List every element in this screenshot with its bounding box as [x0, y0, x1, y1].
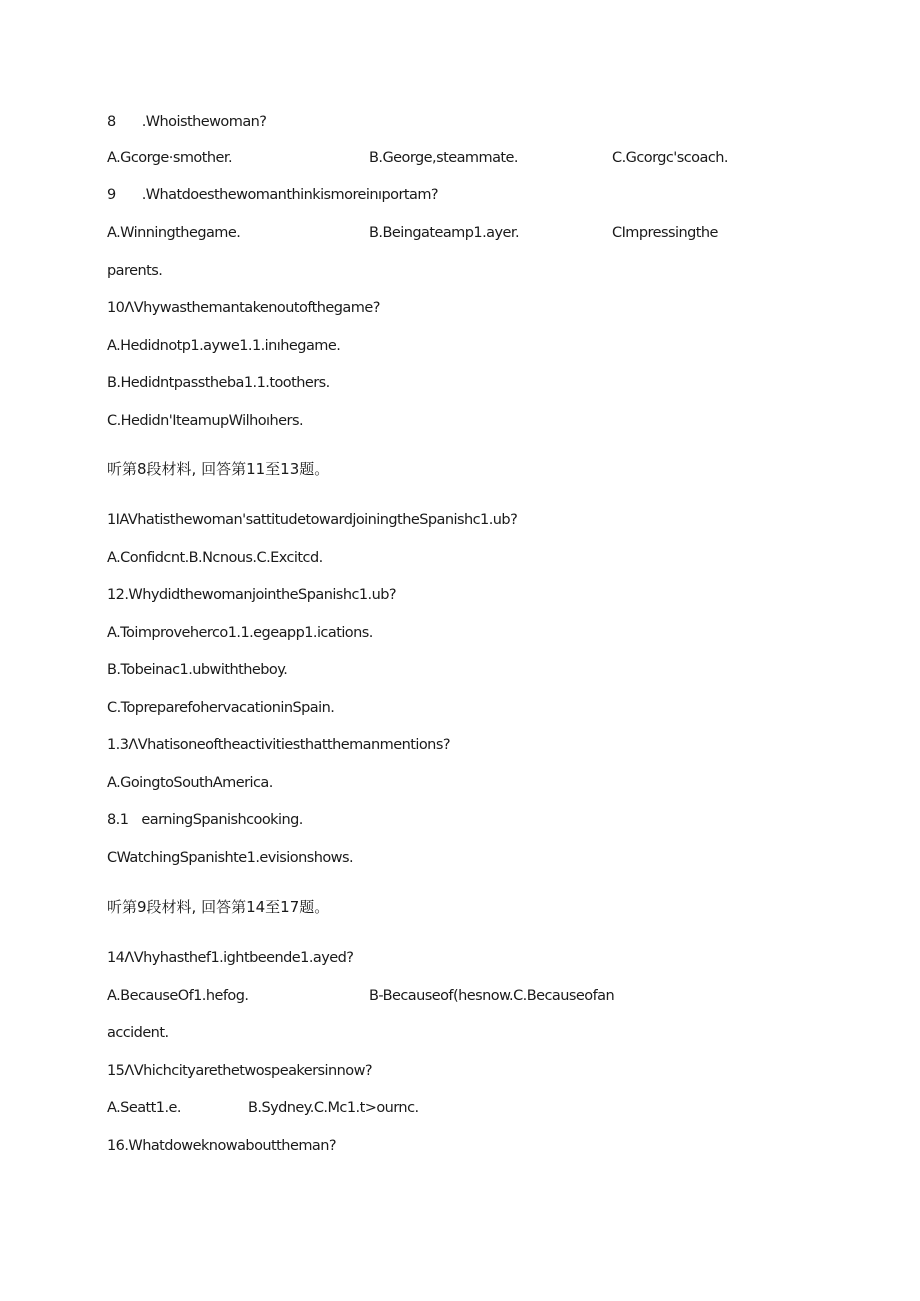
option-b: B.Beingateamp1.ayer.	[369, 225, 520, 241]
question-number: 8	[107, 114, 116, 130]
question-13: 1.3ΛVhatisoneoftheactivitiesthatthemanmentions?	[107, 737, 450, 753]
question-15: 15ΛVhichcityarethetwospeakersinnow?	[107, 1063, 373, 1079]
option-a: A.Winningthegame.	[107, 225, 241, 241]
option-a: A.Hedidnotp1.aywe1.1.inıhegame.	[107, 338, 341, 354]
option-b	[107, 813, 303, 828]
option-c: CImpressingthe	[612, 225, 718, 241]
question-14: 14ΛVhyhasthef1.ightbeende1.ayed?	[107, 950, 354, 966]
question-16: 16.Whatdoweknowabouttheman?	[107, 1138, 337, 1154]
question-12: 12.WhydidthewomanjointheSpanishc1.ub?	[107, 587, 397, 603]
question-8	[107, 115, 266, 130]
question-9	[107, 188, 438, 203]
question-number: 9	[107, 187, 116, 203]
question-10: 10ΛVhywasthemantakenoutofthegame?	[107, 300, 380, 316]
option-a: A.Seatt1.e.	[107, 1100, 181, 1116]
option-bc: B.Sydney.C.Mc1.t>ournc.	[248, 1100, 419, 1116]
option-a: A.Gcorge·smother.	[107, 150, 233, 166]
option-bc: B-Becauseof(hesnow.C.Becauseofan	[369, 988, 615, 1004]
option-c: CWatchingSpanishte1.evisionshows.	[107, 850, 354, 866]
section-heading-8: 听第8段材料, 回答第11至13题。	[107, 460, 330, 478]
option-c: C.Hedidn'IteamupWilhoıhers.	[107, 413, 304, 429]
options-row: A.Confidcnt.B.Ncnous.C.Excitcd.	[107, 550, 323, 566]
option-c: C.TopreparefohervacationinSpain.	[107, 700, 335, 716]
option-text: earningSpanishcooking.	[141, 812, 303, 828]
option-c-continued: accident.	[107, 1025, 169, 1041]
option-b: B.George,steammate.	[369, 150, 518, 166]
option-b: B.Hedidntpasstheba1.1.toothers.	[107, 375, 330, 391]
option-b: B.Tobeinac1.ubwiththeboy.	[107, 662, 288, 678]
option-number: 8.1	[107, 812, 129, 828]
section-heading-9: 听第9段材料, 回答第14至17题。	[107, 898, 330, 916]
question-11: 1IAVhatisthewoman'sattitudetowardjoiningtheSpanishc1.ub?	[107, 512, 518, 528]
option-c-continued: parents.	[107, 263, 163, 279]
option-a: A.BecauseOf1.hefog.	[107, 988, 249, 1004]
question-text: .Whoisthewoman?	[141, 114, 267, 130]
option-a: A.GoingtoSouthAmerica.	[107, 775, 273, 791]
option-a: A.Toimproveherco1.1.egeapp1.ications.	[107, 625, 373, 641]
question-text: .Whatdoesthewomanthinkismoreinıportam?	[141, 187, 439, 203]
option-c: C.Gcorgc'scoach.	[612, 150, 728, 166]
